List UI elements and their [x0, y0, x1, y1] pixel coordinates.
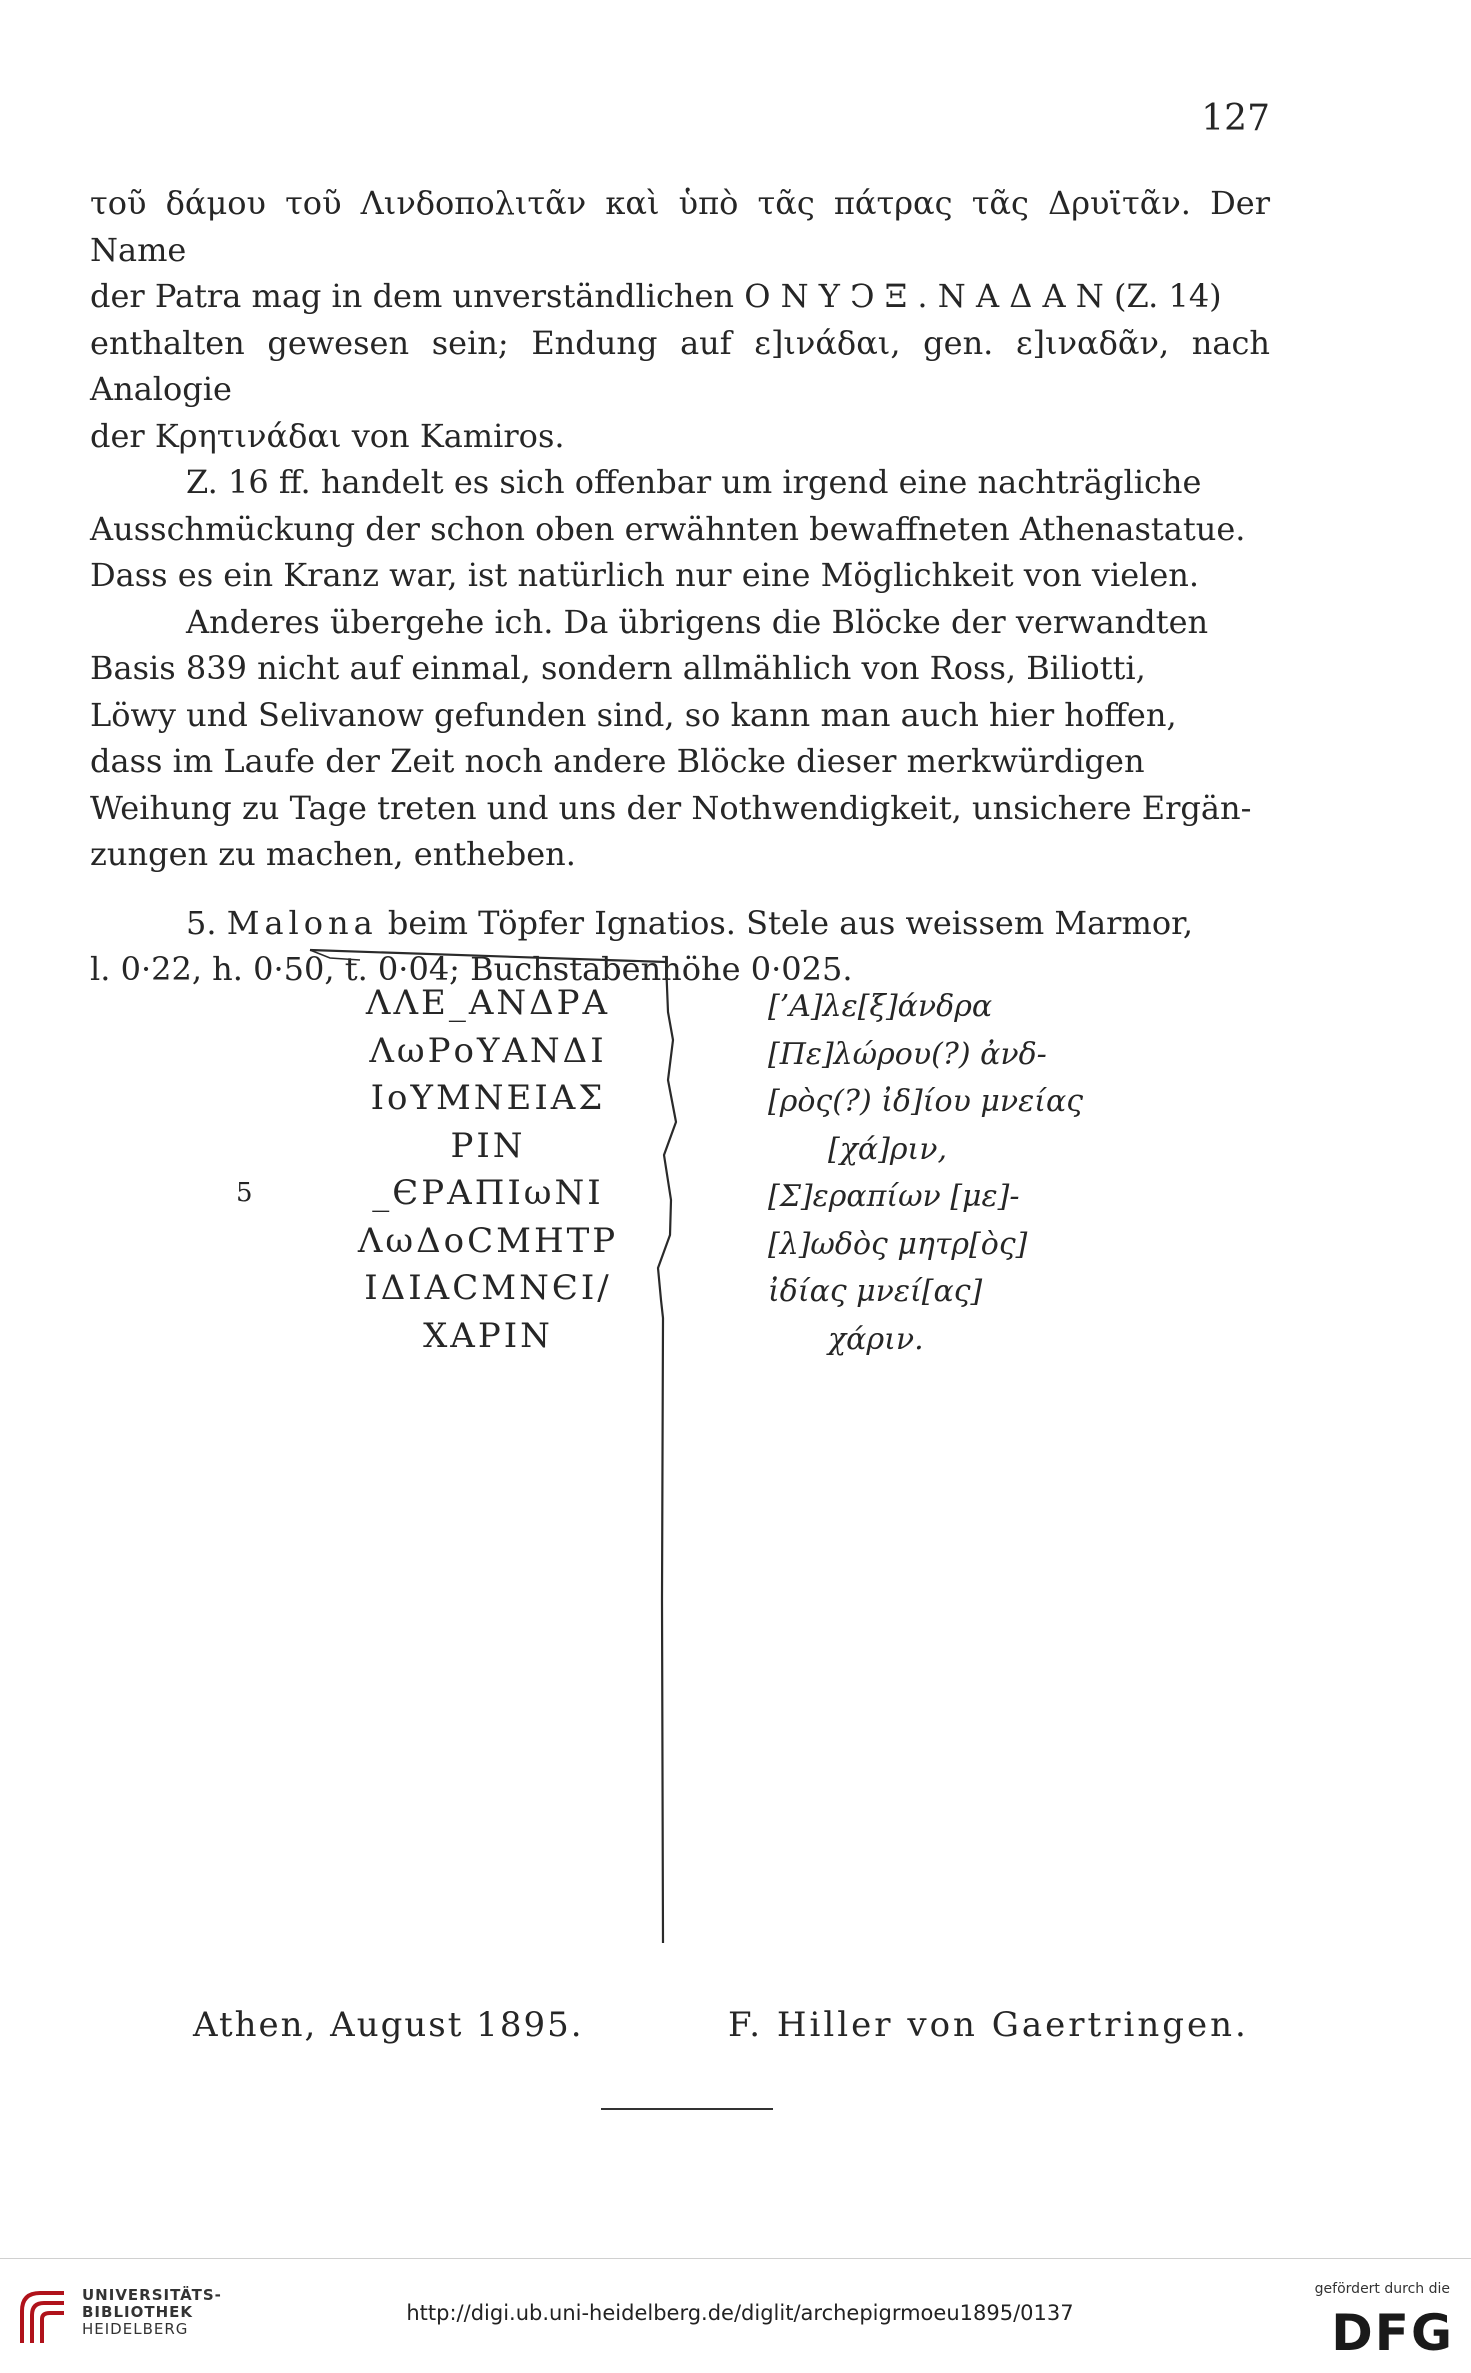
inscription-line: ΛΛΕ_ΑΝΔΡΑ	[365, 983, 611, 1023]
inscription-line: ΧΑΡΙΝ	[423, 1315, 553, 1356]
footer	[0, 2258, 1471, 2373]
text-line: enthalten gewesen sein; Endung auf ε]ινάδαι, gen. ε]ιναδᾶν, nach Analogie	[90, 323, 1270, 408]
transcription-line: [χά]ριν,	[828, 1131, 948, 1167]
inscription-line: ΙΔΙΑϹΜΝЄΙ/	[364, 1268, 612, 1308]
signature-place-date: Athen, August 1895.	[193, 2005, 584, 2045]
transcription-line: χάριν.	[828, 1321, 924, 1357]
line-number: 5	[236, 1178, 253, 1208]
inscription-line: ΡΙΝ	[450, 1125, 526, 1166]
text-line: Basis 839 nicht auf einmal, sondern allmählich von Ross, Biliotti,	[90, 649, 1146, 687]
text-line: Ausschmückung der schon oben erwähnten bewaffneten Athenastatue.	[90, 509, 1246, 548]
text-line: Löwy und Selivanow gefunden sind, so kann man auch hier hoffen,	[90, 695, 1177, 734]
entry-number: 5.	[186, 903, 217, 942]
signature-author: F. Hiller von Gaertringen.	[728, 2005, 1249, 2045]
dfg-logo: DFG	[1331, 2304, 1454, 2362]
transcription-line: [Σ]εραπίων [με]-	[768, 1179, 1020, 1214]
transcription	[768, 983, 1168, 1363]
end-rule	[601, 2108, 773, 2110]
text-line: Weihung zu Tage treten und uns der Nothwendigkeit, unsichere Ergän-	[90, 788, 1252, 827]
transcription-line: [Πε]λώρου(?) ἀνδ-	[768, 1036, 1047, 1072]
source-url-link[interactable]: http://digi.ub.uni-heidelberg.de/diglit/archepigrmoeu1895/0137	[406, 2301, 1074, 2325]
transcription-line: [’Α]λε[ξ]άνδρα	[768, 989, 993, 1024]
inscription-line: _ЄΡΑΠΙωΝΙ	[372, 1173, 604, 1213]
text-line: τοῦ δάμου τοῦ Λινδοπολιτᾶν καὶ ὑπὸ τᾶς πάτρας τᾶς Δρυϊτᾶν. Der Name	[90, 184, 1270, 269]
text-line: dass im Laufe der Zeit noch andere Blöcke dieser merkwürdigen	[90, 742, 1145, 780]
entry-description: beim Töpfer Ignatios. Stele aus weissem Marmor,	[387, 903, 1194, 942]
library-name-line: HEIDELBERG	[82, 2320, 189, 2338]
text-line: zungen zu machen, entheben.	[90, 835, 576, 873]
text-line: Anderes übergehe ich. Da übrigens die Blöcke der verwandten	[186, 602, 1209, 641]
inscription-facsimile	[318, 980, 658, 1360]
entry-dimensions: l. 0·22, h. 0·50, t. 0·04; Buchstabenhöhe 0·025.	[90, 950, 853, 988]
inscription-line: ΙοΥΜΝΕΙΑΣ	[370, 1078, 606, 1118]
inscription-line: ΛωΡοΥΑΝΔΙ	[369, 1030, 607, 1071]
transcription-line: ἰδίας μνεί[ας]	[768, 1274, 983, 1309]
library-name	[82, 2287, 222, 2338]
text-line: der Κρητινάδαι von Kamiros.	[90, 416, 565, 455]
transcription-line: [λ]ωδὸς μητρ[ὸς]	[768, 1226, 1028, 1262]
text-line: Z. 16 ff. handelt es sich offenbar um irgend eine nachträgliche	[186, 463, 1202, 501]
entry-place: Malona	[226, 903, 378, 942]
library-name-line: BIBLIOTHEK	[82, 2303, 193, 2321]
library-logo-icon	[14, 2281, 74, 2351]
inscription-line: ΛωΔοϹΜΗΤΡ	[357, 1220, 619, 1261]
transcription-line: [ρὸς(?) ἰδ]ίου μνείας	[768, 1084, 1084, 1119]
text-line: Dass es ein Kranz war, ist natürlich nur eine Möglichkeit von vielen.	[90, 556, 1200, 594]
funding-caption: gefördert durch die	[1314, 2281, 1450, 2297]
library-name-line: UNIVERSITÄTS-	[82, 2286, 222, 2304]
text-line: der Patra mag in dem unverständlichen Ο Ν Υ Ͻ Ξ . Ν Α Δ Α Ν (Z. 14)	[90, 277, 1222, 315]
page-number: 127	[1201, 98, 1270, 139]
